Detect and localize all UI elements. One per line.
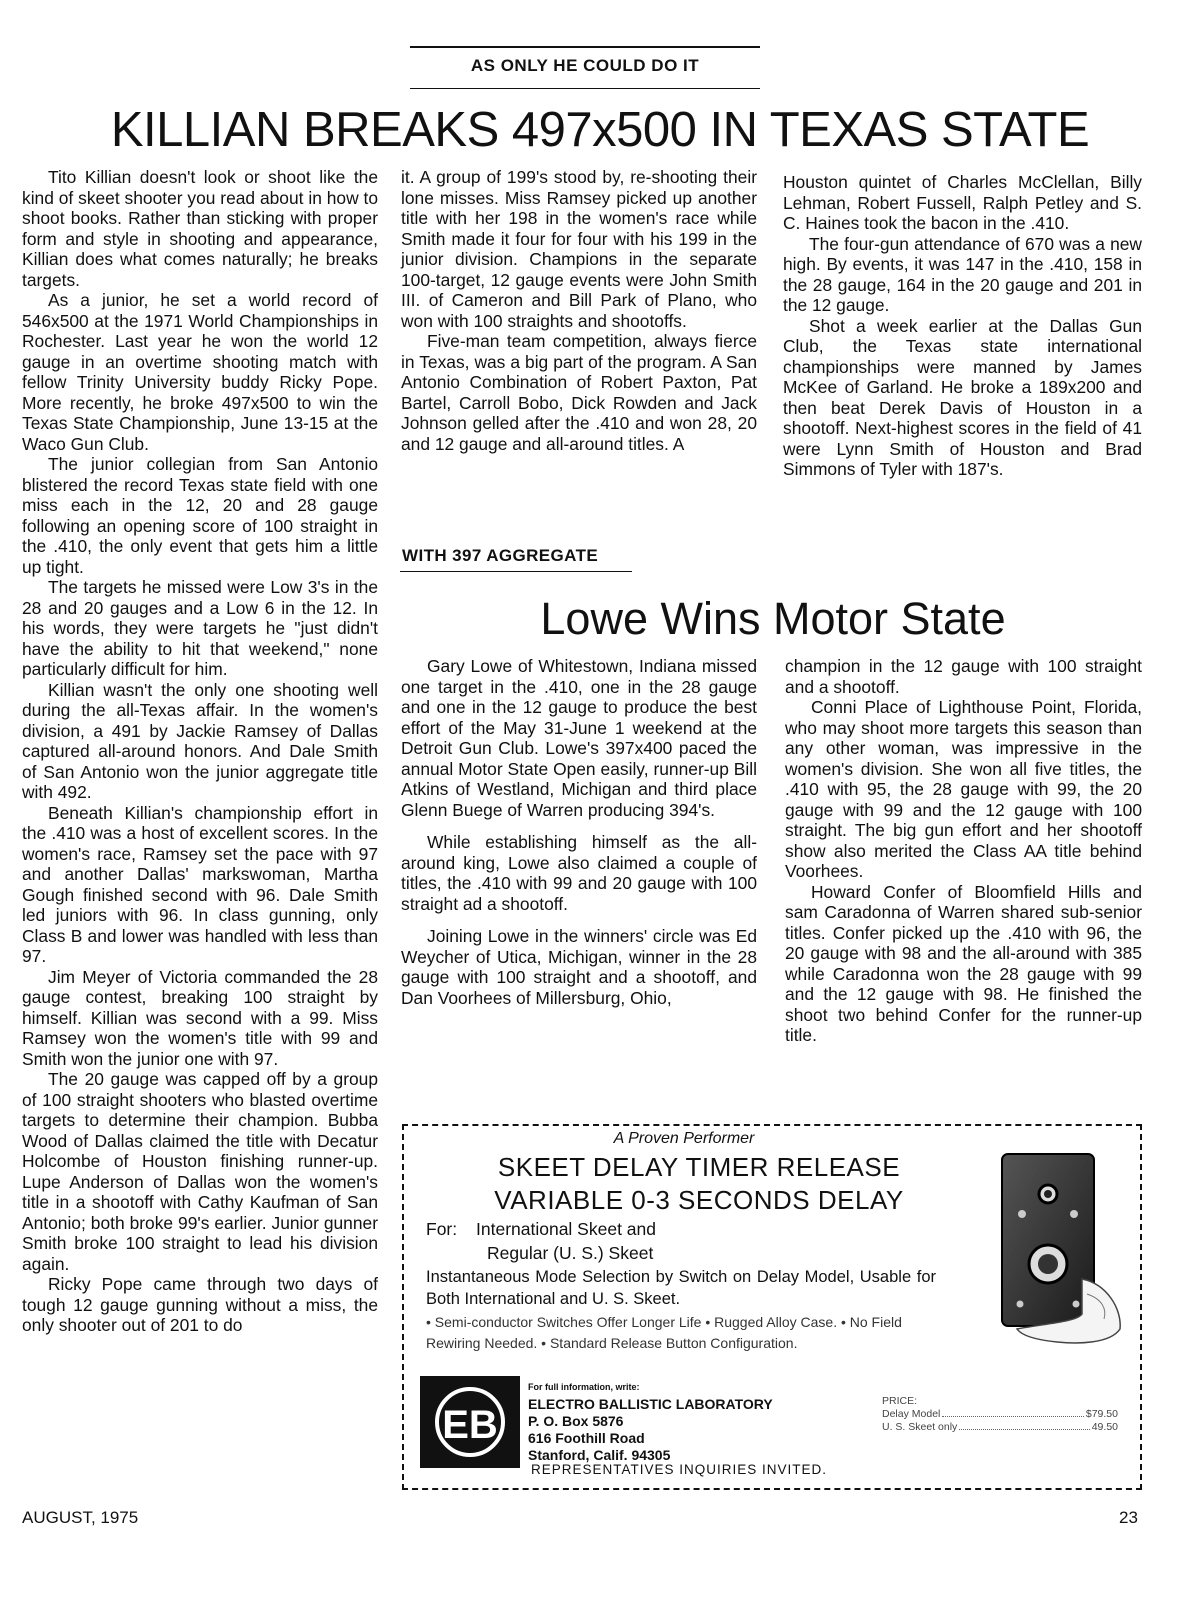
article2-column-2 [785, 656, 1142, 1046]
kicker-2-rule [400, 571, 632, 572]
paragraph: Shot a week earlier at the Dallas Gun Club, the Texas state international championships were manned by James McKee of Garland. He broke a 189x200 and then beat Derek Davis of Houston in a shootoff. Next-highest scores in the field of 41 were Lynn Smith of Houston and Brad Simmons of Tyler with 187's. [783, 315, 1142, 479]
ad-body: Instantaneous Mode Selection by Switch on Delay Model, Usable for Both International and U. S. Skeet. [426, 1268, 936, 1308]
ad-tagline: A Proven Performer [613, 1130, 755, 1147]
paragraph: While establishing himself as the all-around king, Lowe also claimed a couple of titles, the .410 with 99 and 20 gauge with 100 straight ad a shootoff. [401, 832, 757, 914]
footer-date: AUGUST, 1975 [22, 1508, 139, 1527]
paragraph: Houston quintet of Charles McClellan, Billy Lehman, Robert Fussell, Ralph Petley and S. C. Haines took the bacon in the .410. [783, 172, 1142, 233]
ad-features: • Semi-conductor Switches Offer Longer Life • Rugged Alloy Case. • No Field Rewiring Needed. • Standard Release Button Configuration. [426, 1314, 902, 1351]
kicker-rule [410, 88, 760, 89]
price-item: U. S. Skeet only [882, 1421, 958, 1433]
paragraph: champion in the 12 gauge with 100 straight and a shootoff. [785, 656, 1142, 697]
paragraph: Killian wasn't the only one shooting well during the all-Texas affair. In the women's division, a 491 by Jackie Ramsey of Dallas captured all-around honors. And Dale Smith of San Antonio won the junior aggregate title with 492. [22, 679, 378, 802]
price-item: Delay Model [882, 1408, 941, 1420]
price-value: $79.50 [1085, 1408, 1118, 1420]
paragraph: Jim Meyer of Victoria commanded the 28 gauge contest, breaking 100 straight by himself. Killian was second with a 99. Miss Ramsey won the women's title with 99 and Smith won the junior one with 97. [22, 966, 378, 1069]
advertisement [402, 1124, 1142, 1490]
paragraph: The targets he missed were Low 3's in the 28 and 20 gauges and a Low 6 in the 12. In his words, they were targets he "just didn't have the ability to hit that weekend," none particularly difficult for him. [22, 577, 378, 679]
ad-reps: REPRESENTATIVES INQUIRIES INVITED. [531, 1462, 828, 1477]
price-row [882, 1421, 1118, 1434]
article1-column-1 [22, 167, 378, 1336]
eb-logo [420, 1376, 520, 1468]
article1-column-3 [783, 172, 1142, 480]
price-row [882, 1408, 1118, 1421]
page-title: KILLIAN BREAKS 497x500 IN TEXAS STATE [110, 103, 1090, 157]
ad-write-line: For full information, write: [528, 1382, 640, 1392]
paragraph: Tito Killian doesn't look or shoot like the kind of skeet shooter you read about in how to shoot books. Rather than sticking with proper form and style in shooting and appearance, Killian does what comes naturally; he breaks targets. [22, 167, 378, 290]
kicker-2: WITH 397 AGGREGATE [402, 546, 599, 565]
ad-title-1: SKEET DELAY TIMER RELEASE [497, 1152, 901, 1182]
logo-text: EB [442, 1403, 498, 1447]
paragraph: The 20 gauge was capped off by a group of 100 straight shooters who blasted overtime targets to determine their champion. Bubba Wood of Dallas claimed the title with Decatur Holcombe of Houston finishing runner-up. Lupe Anderson of Dallas won the women's title in a shootoff with Cathy Kaufman of San Antonio; both broke 99's earlier. Junior gunner Smith broke 100 straight to lead his division again. [22, 1069, 378, 1274]
price-label: PRICE: [882, 1395, 918, 1407]
ad-address-3: Stanford, Calif. 94305 [528, 1447, 671, 1463]
paragraph: Howard Confer of Bloomfield Hills and sam Caradonna of Warren shared sub-senior titles. Confer picked up the .410 with 96, the 20 gauge with 98 and the all-around with 385 while Caradonna won the 28 gauge with 99 and the 12 gauge with 98. He finished the shoot two behind Confer for the runner-up title. [785, 881, 1142, 1045]
article2-title: Lowe Wins Motor State [540, 593, 1006, 644]
article1-column-2 [401, 167, 757, 454]
kicker: AS ONLY HE COULD DO IT [470, 56, 700, 75]
paragraph: Ricky Pope came through two days of tough 12 gauge gunning without a miss, the only shooter out of 201 to do [22, 1274, 378, 1335]
ad-title-2: VARIABLE 0-3 SECONDS DELAY [494, 1185, 904, 1215]
paragraph: Beneath Killian's championship effort in the .410 was a host of excellent scores. In the women's race, Ramsey set the pace with 97 and another Dallas' markswoman, Martha Gough finished second with 96. Dale Smith led juniors with 96. In class gunning, only Class B and lower was handled with less than 97. [22, 802, 378, 966]
timer-device-image [982, 1144, 1132, 1349]
ad-for-2: Regular (U. S.) Skeet [487, 1243, 654, 1263]
paragraph: Joining Lowe in the winners' circle was Ed Weycher of Utica, Michigan, winner in the 28 gauge with 100 straight and a shootoff, and Dan Voorhees of Millersburg, Ohio, [401, 926, 757, 1008]
ad-address-2: 616 Foothill Road [528, 1430, 645, 1446]
top-rule [410, 46, 760, 48]
paragraph: Five-man team competition, always fierce in Texas, was a big part of the program. A San Antonio Combination of Robert Paxton, Pat Bartel, Carroll Bobo, Dick Rowden and Jack Johnson gelled after the .410 and won 28, 20 and 12 gauge and all-around titles. A [401, 331, 757, 454]
article2-column-1 [401, 656, 757, 1008]
paragraph: Conni Place of Lighthouse Point, Florida, who may shoot more targets this season than any other woman, was impressive in the women's division. She won all five titles, the .410 with 95, the 28 gauge with 99, the 20 gauge with 99 and the 12 gauge with 100 straight. The big gun effort and her shootoff show also merited the Class AA title behind Voorhees. [785, 697, 1142, 881]
ad-for-label: For: [426, 1219, 458, 1239]
ad-address-1: P. O. Box 5876 [528, 1413, 624, 1429]
ad-contact [528, 1379, 773, 1464]
paragraph: The junior collegian from San Antonio blistered the record Texas state field with one miss each in the 12, 20 and 28 gauge following an opening score of 100 straight in the .410, the only event that gets him a little up tight. [22, 454, 378, 577]
page-number: 23 [1119, 1508, 1138, 1527]
paragraph: As a junior, he set a world record of 546x500 at the 1971 World Championships in Rochester. Last year he won the world 12 gauge in an overtime shooting match with fellow Trinity University buddy Ricky Pope. More recently, he broke 497x500 to win the Texas State Championship, June 13-15 at the Waco Gun Club. [22, 290, 378, 454]
paragraph: it. A group of 199's stood by, re-shooting their lone misses. Miss Ramsey picked up another title with her 198 in the women's race while Smith made it four for four with his 199 in the junior division. Champions in the separate 100-target, 12 gauge events were John Smith III. of Cameron and Bill Park of Plano, who won with 100 straights and shootoffs. [401, 167, 757, 331]
ad-company: ELECTRO BALLISTIC LABORATORY [528, 1396, 773, 1412]
ad-for-1: International Skeet and [476, 1219, 656, 1239]
paragraph: Gary Lowe of Whitestown, Indiana missed one target in the .410, one in the 28 gauge and one in the 12 gauge to produce the best effort of the May 31-June 1 weekend at the Detroit Gun Club. Lowe's 397x400 paced the annual Motor State Open easily, runner-up Bill Atkins of Westland, Michigan and third place Glenn Buege of Warren producing 394's. [401, 656, 757, 820]
paragraph: The four-gun attendance of 670 was a new high. By events, it was 147 in the .410, 158 in the 28 gauge, 164 in the 20 gauge and 201 in the 12 gauge. [783, 233, 1142, 315]
price-list [882, 1395, 1118, 1434]
price-value: 49.50 [1091, 1421, 1118, 1433]
